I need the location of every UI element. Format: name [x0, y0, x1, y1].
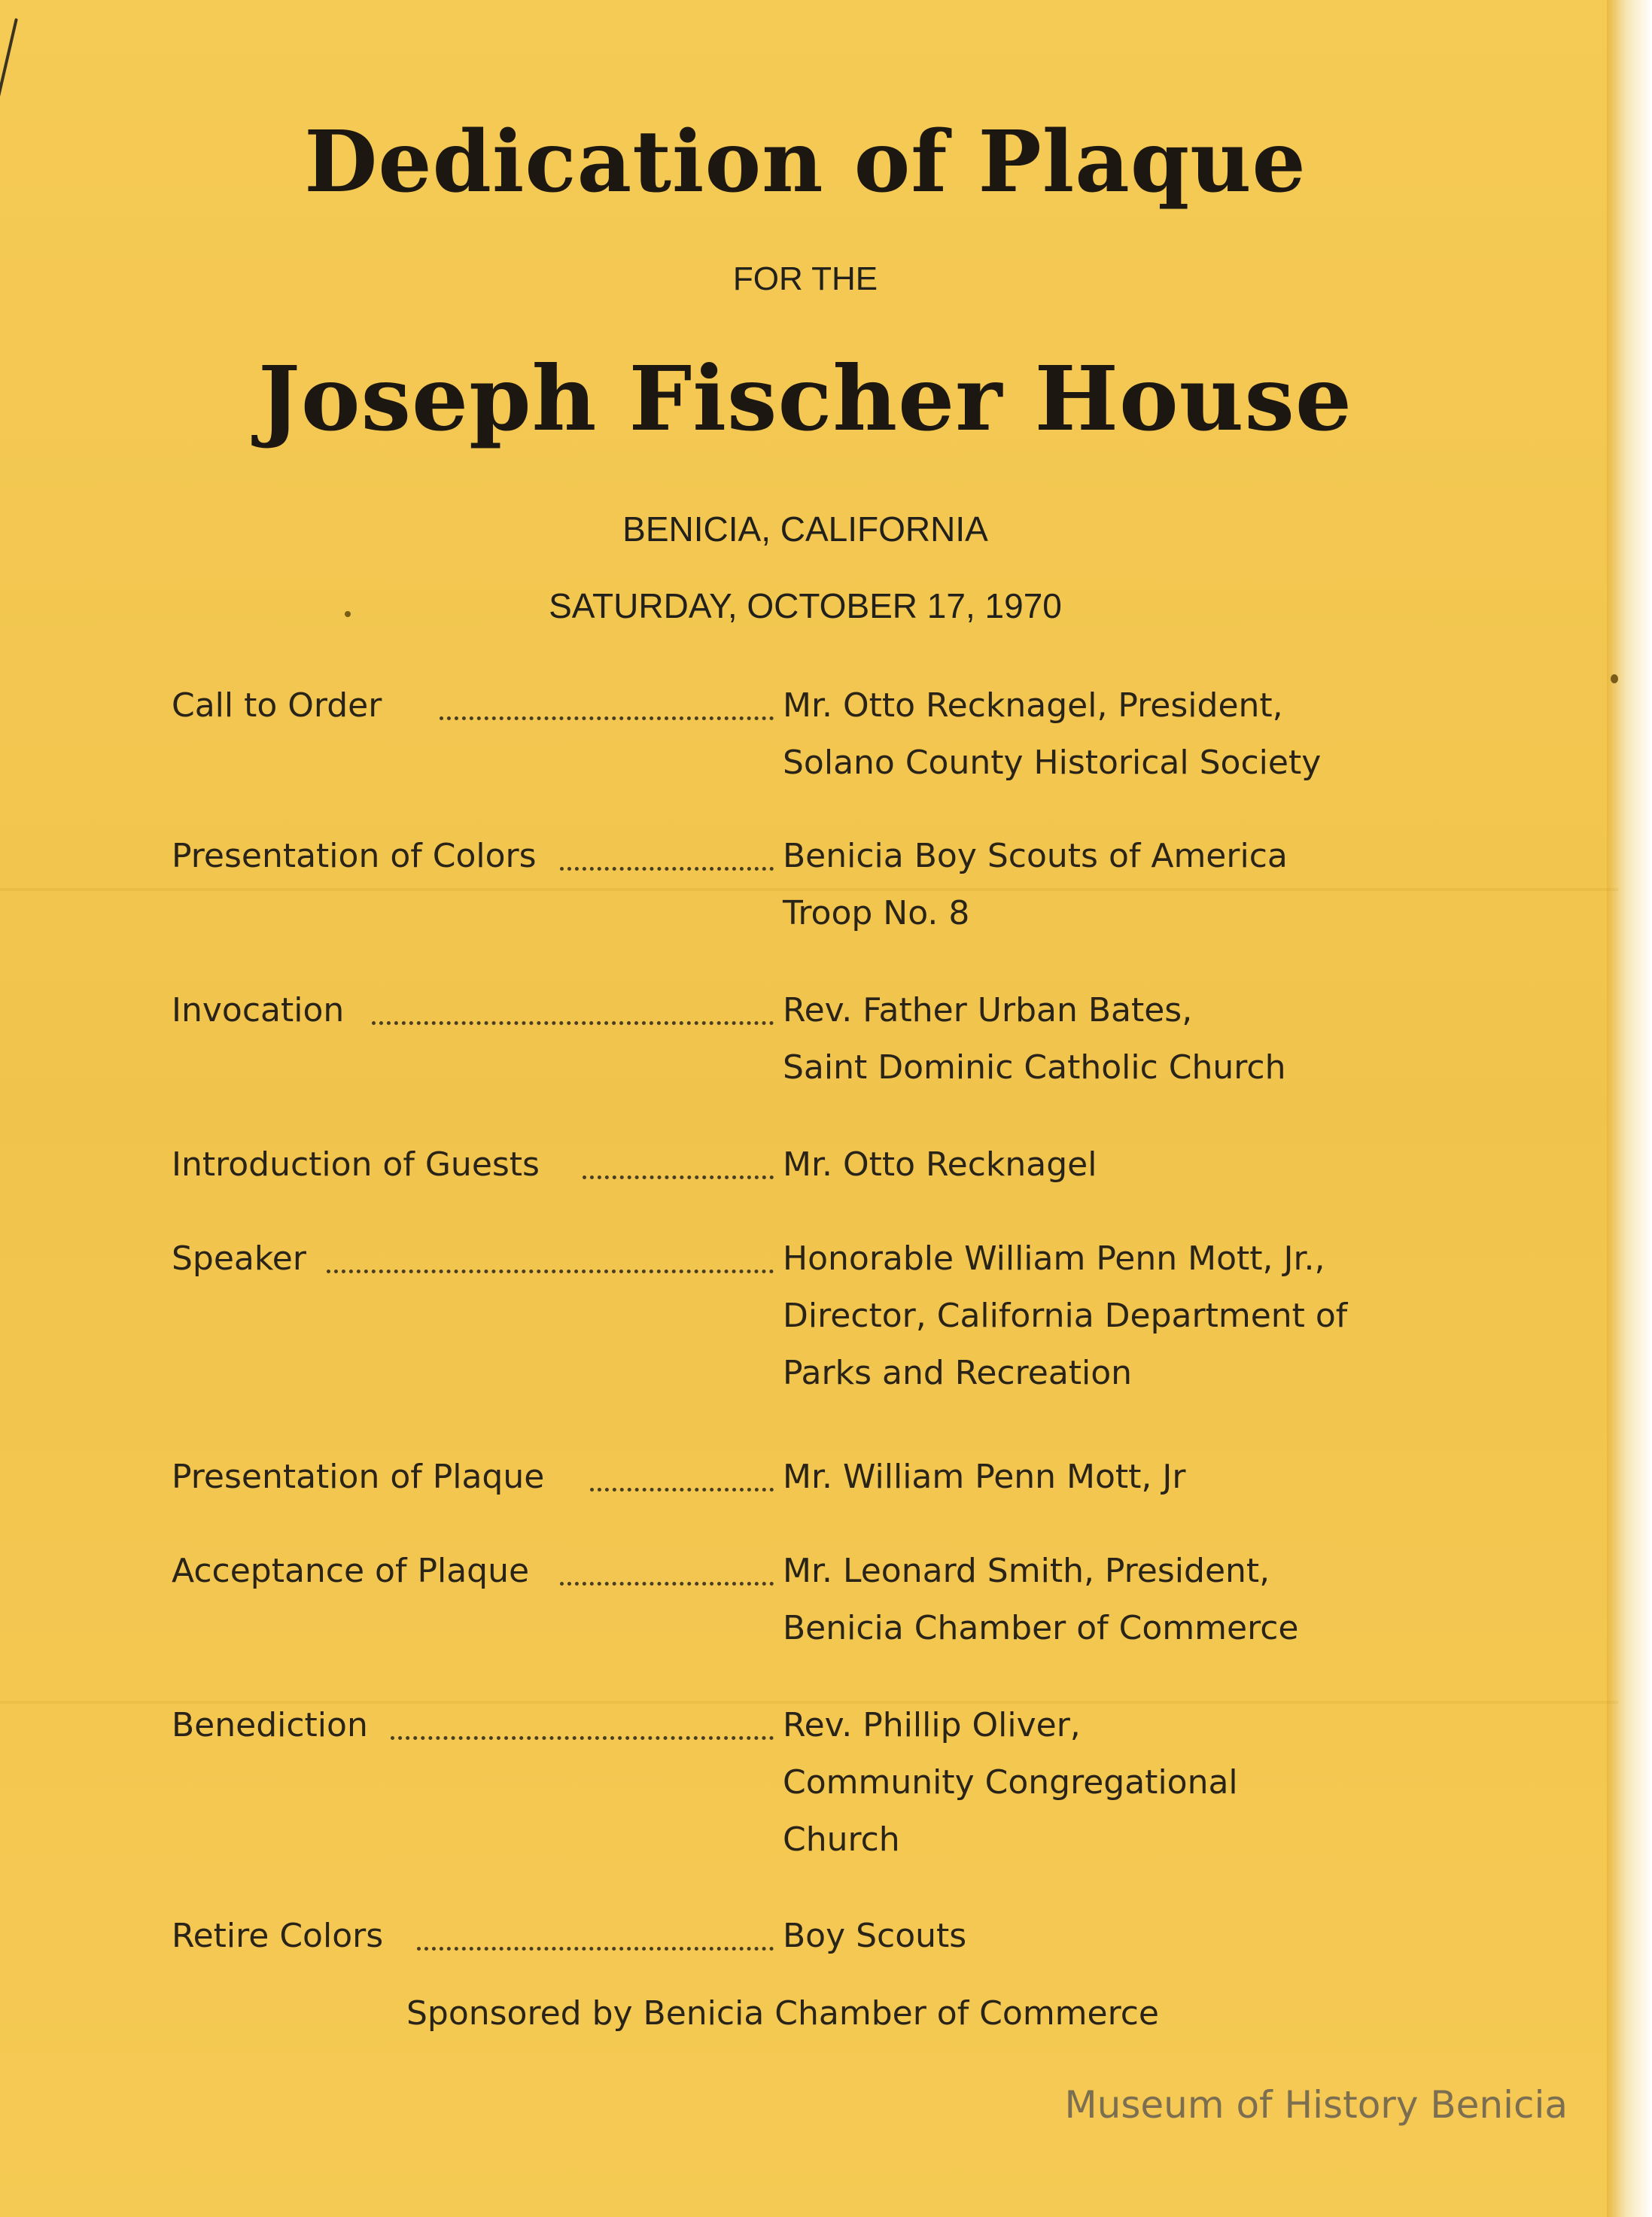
program-participant — [783, 982, 1286, 1096]
dot-leader — [583, 1175, 774, 1179]
title-line-2: Joseph Fischer House — [258, 346, 1352, 451]
program-part: Presentation of Colors — [172, 837, 537, 875]
program-participant — [783, 1543, 1298, 1657]
program-participant — [783, 1136, 1097, 1194]
title-line-1: Dedication of Plaque — [304, 113, 1307, 211]
program-part: Speaker — [172, 1239, 306, 1278]
program-participant — [783, 1697, 1238, 1869]
program-participant — [783, 1449, 1185, 1506]
dot-leader — [560, 1582, 774, 1586]
for-the-line: FOR THE — [732, 260, 878, 297]
participant-line: Rev. Phillip Oliver, — [783, 1706, 1081, 1744]
museum-watermark: Museum of History Benicia — [1064, 2083, 1568, 2127]
program-participant — [783, 828, 1288, 942]
dot-leader — [391, 1736, 774, 1740]
location-line: BENICIA, CALIFORNIA — [622, 509, 988, 549]
participant-line: Rev. Father Urban Bates, — [783, 991, 1193, 1029]
program-part: Presentation of Plaque — [172, 1458, 545, 1496]
date-line: SATURDAY, OCTOBER 17, 1970 — [549, 586, 1062, 625]
dot-leader — [560, 867, 774, 871]
program-participant — [783, 677, 1321, 792]
participant-line: Mr. William Penn Mott, Jr — [783, 1458, 1186, 1496]
participant-line: Boy Scouts — [783, 1917, 967, 1955]
program-part: Invocation — [172, 991, 345, 1029]
participant-line: Church — [783, 1820, 900, 1859]
participant-line: Benicia Boy Scouts of America — [783, 837, 1288, 875]
paper-speck — [1611, 674, 1618, 683]
participant-line: Saint Dominic Catholic Church — [783, 1048, 1286, 1087]
program-participant — [783, 1908, 966, 1965]
participant-line: Honorable William Penn Mott, Jr., — [783, 1239, 1325, 1278]
paper-edge — [1607, 0, 1652, 2217]
participant-line: Benicia Chamber of Commerce — [783, 1609, 1299, 1647]
dot-leader — [440, 716, 774, 720]
program-part: Call to Order — [172, 686, 382, 725]
dot-leader — [590, 1488, 774, 1492]
sponsor-line: Sponsored by Benicia Chamber of Commerce — [406, 1994, 1160, 2033]
program-part: Benediction — [172, 1706, 368, 1744]
participant-line: Mr. Otto Recknagel — [783, 1145, 1097, 1184]
dot-leader — [417, 1947, 774, 1951]
participant-line: Director, California Department of — [783, 1297, 1348, 1335]
program-part: Retire Colors — [172, 1917, 384, 1955]
program-participant — [783, 1230, 1347, 1402]
participant-line: Community Congregational — [783, 1763, 1238, 1802]
program-part: Introduction of Guests — [172, 1145, 540, 1184]
participant-line: Mr. Leonard Smith, President, — [783, 1552, 1270, 1590]
participant-line: Parks and Recreation — [783, 1354, 1133, 1392]
dot-leader — [327, 1270, 774, 1273]
participant-line: Mr. Otto Recknagel, President, — [783, 686, 1283, 725]
dot-leader — [372, 1021, 774, 1025]
participant-line: Troop No. 8 — [783, 894, 970, 932]
program-part: Acceptance of Plaque — [172, 1552, 530, 1590]
participant-line: Solano County Historical Society — [783, 744, 1322, 782]
